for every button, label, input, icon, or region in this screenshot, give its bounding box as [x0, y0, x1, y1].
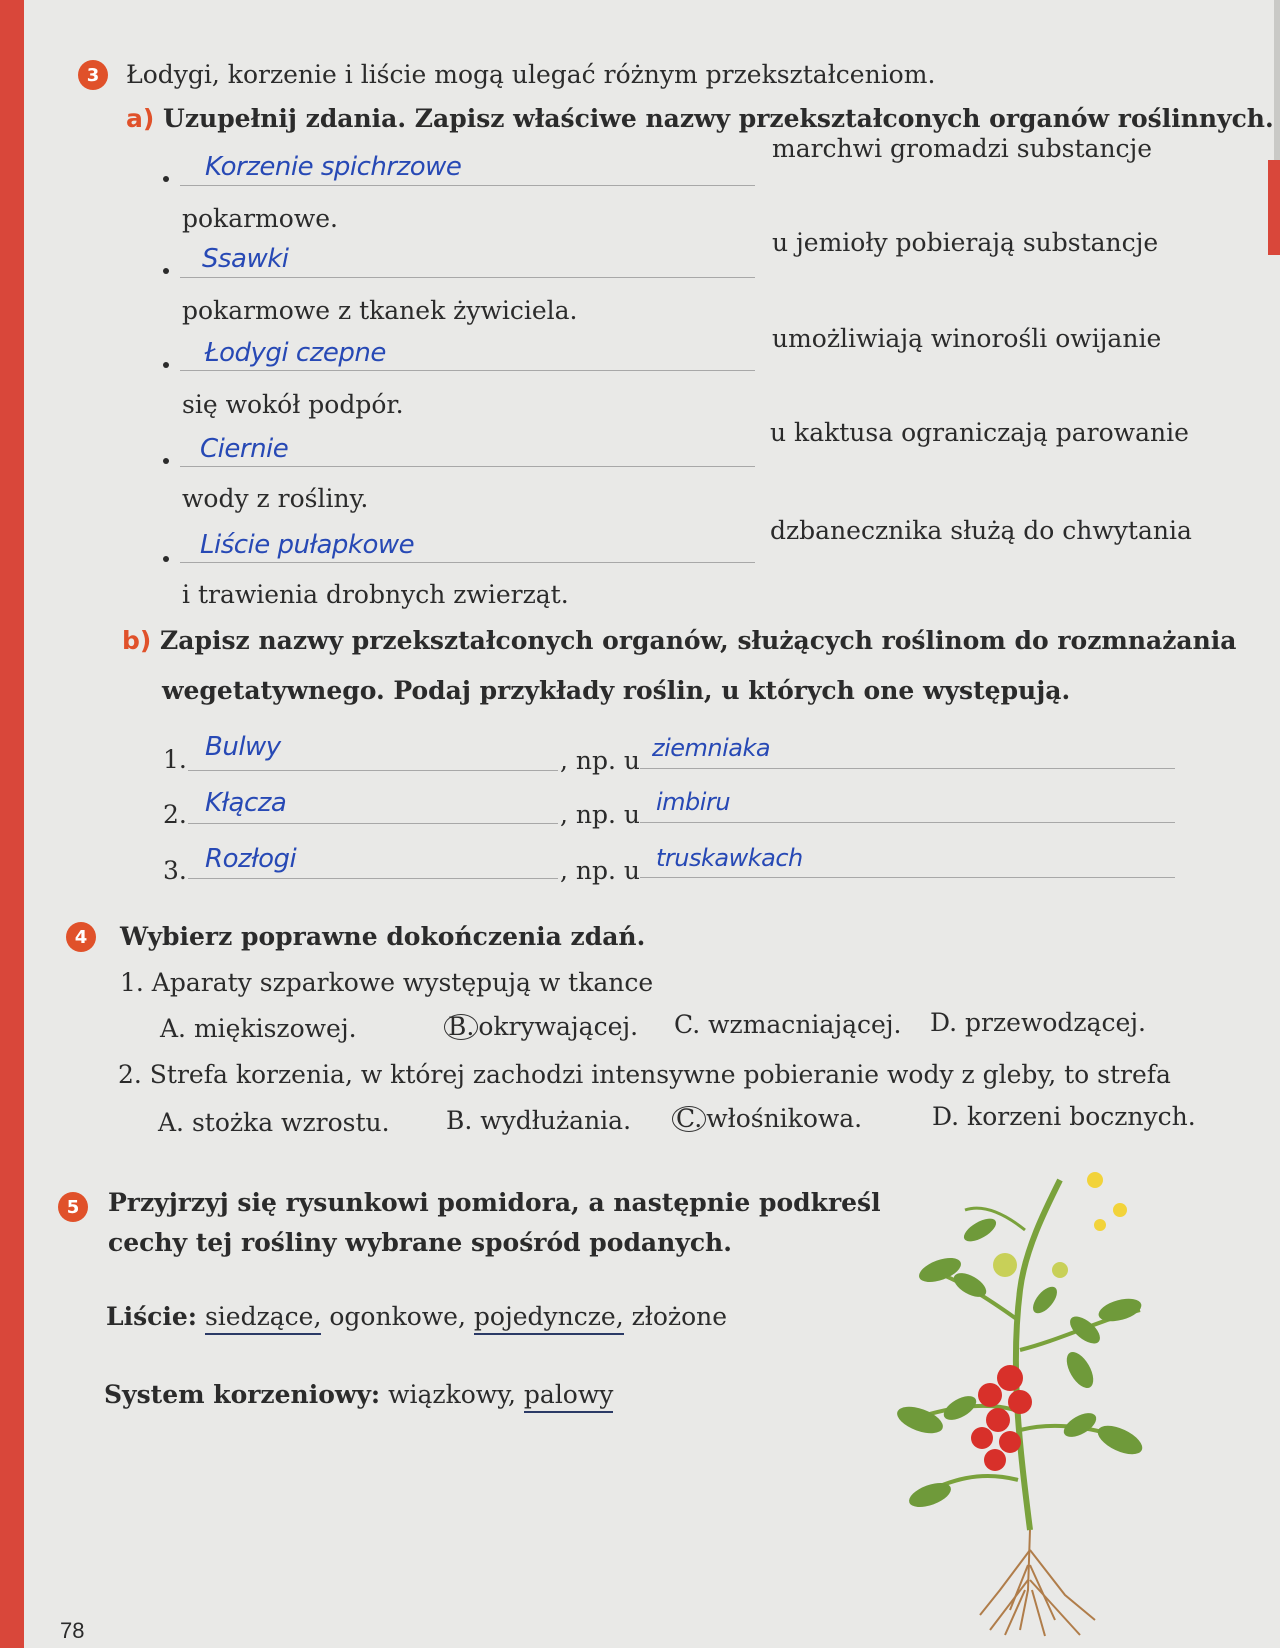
b-item-2-number: 2. [163, 800, 187, 829]
answer-3-line [180, 370, 755, 371]
subpoint-a-label: a) [126, 104, 155, 133]
exercise-3b-instruction-1 [122, 626, 1237, 655]
sentence-4-rest: u kaktusa ograniczają parowanie [770, 418, 1189, 447]
exercise-3a-instruction [126, 104, 1274, 133]
exercise-3b-instruction-2: wegetatywnego. Podaj przykłady roślin, u których one występują. [162, 676, 1071, 705]
b-item-1-np: , np. u [560, 746, 640, 775]
b-item-3-plant-line [640, 877, 1175, 878]
exercise-4-badge: 4 [66, 922, 96, 952]
exercise-3-title: Łodygi, korzenie i liście mogą ulegać różnym przekształceniom. [126, 60, 936, 89]
answer-2-handwritten[interactable]: Ssawki [202, 244, 289, 274]
b-item-1-plant-line [640, 768, 1175, 769]
b-item-2-organ-line [188, 823, 558, 824]
question-1-text: 1. Aparaty szparkowe występują w tkance [120, 968, 654, 997]
answer-5-handwritten[interactable]: Liście pułapkowe [200, 530, 415, 560]
tomatoes-green [993, 1253, 1068, 1278]
b-item-1-organ-line [188, 770, 558, 771]
exercise-4-title: Wybierz poprawne dokończenia zdań. [120, 922, 646, 951]
q1-option-b-text: okrywającej. [478, 1012, 639, 1041]
answer-2-line [180, 277, 755, 278]
sentence-1-rest: marchwi gromadzi substancje [772, 134, 1153, 163]
sentence-1-cont: pokarmowe. [182, 204, 338, 233]
b-item-3-organ-handwritten[interactable]: Rozłogi [205, 844, 297, 874]
root-label: System korzeniowy: [104, 1380, 381, 1409]
exercise-3-badge: 3 [78, 60, 108, 90]
q2-option-c-circled-letter: C. [672, 1106, 706, 1132]
sentence-4-cont: wody z rośliny. [182, 484, 369, 513]
exercise-5-badge: 5 [58, 1192, 88, 1222]
leaves-option-petiolate[interactable]: ogonkowe, [329, 1302, 466, 1331]
q2-option-c[interactable] [672, 1104, 862, 1133]
exercise-5-title-1: Przyjrzyj się rysunkowi pomidora, a następnie podkreśl [108, 1188, 881, 1217]
sentence-2-rest: u jemioły pobierają substancje [772, 228, 1159, 257]
b-item-3-np: , np. u [560, 856, 640, 885]
page-edge-tab [1268, 160, 1280, 255]
answer-1-line [180, 185, 755, 186]
b-item-2-plant-line [640, 822, 1175, 823]
b-item-3-organ-line [188, 878, 558, 879]
b-item-2-np: , np. u [560, 800, 640, 829]
bullet-1 [163, 176, 169, 182]
bullet-3 [163, 362, 169, 368]
bullet-5 [163, 556, 169, 562]
leaves-option-simple[interactable]: pojedyncze, [474, 1302, 624, 1335]
b-item-1-number: 1. [163, 745, 187, 774]
bullet-2 [163, 268, 169, 274]
leaves-label: Liście: [106, 1302, 198, 1331]
q2-option-c-text: włośnikowa. [706, 1104, 863, 1133]
answer-3-handwritten[interactable]: Łodygi czepne [205, 338, 386, 368]
root-option-tap[interactable]: palowy [524, 1380, 613, 1413]
b-item-2-organ-handwritten[interactable]: Kłącza [205, 788, 287, 818]
q2-option-a[interactable]: A. stożka wzrostu. [158, 1108, 390, 1137]
q2-option-d[interactable]: D. korzeni bocznych. [932, 1102, 1196, 1131]
b-item-3-number: 3. [163, 856, 187, 885]
tomato-plant-illustration [870, 1170, 1180, 1640]
sentence-3-cont: się wokół podpór. [182, 390, 404, 419]
sentence-5-cont: i trawienia drobnych zwierząt. [182, 580, 569, 609]
q1-option-d[interactable]: D. przewodzącej. [930, 1008, 1146, 1037]
subpoint-b-label: b) [122, 626, 152, 655]
answer-4-handwritten[interactable]: Ciernie [200, 434, 289, 464]
answer-5-line [180, 562, 755, 563]
exercise-5-title-2: cechy tej rośliny wybrane spośród podanych. [108, 1228, 732, 1257]
bullet-4 [163, 458, 169, 464]
leaves-option-compound[interactable]: złożone [631, 1302, 728, 1331]
flowers [1087, 1172, 1127, 1231]
answer-1-handwritten[interactable]: Korzenie spichrzowe [205, 152, 462, 182]
page-edge-red [0, 0, 24, 1648]
root-option-fibrous[interactable]: wiązkowy, [388, 1380, 516, 1409]
root-row [104, 1380, 613, 1409]
root-system [980, 1530, 1095, 1636]
answer-4-line [180, 466, 755, 467]
q1-option-b[interactable] [444, 1012, 638, 1041]
stem [1016, 1180, 1060, 1530]
question-2-text: 2. Strefa korzenia, w której zachodzi intensywne pobieranie wody z gleby, to strefa [118, 1060, 1171, 1089]
subpoint-a-text: Uzupełnij zdania. Zapisz właściwe nazwy przekształconych organów roślinnych. [163, 104, 1274, 133]
leaves-option-sitting[interactable]: siedzące, [205, 1302, 321, 1335]
b-item-1-organ-handwritten[interactable]: Bulwy [205, 732, 281, 762]
sentence-2-cont: pokarmowe z tkanek żywiciela. [182, 296, 578, 325]
q1-option-b-circled-letter: B. [444, 1014, 478, 1040]
b-item-1-plant-handwritten[interactable]: ziemniaka [652, 734, 771, 762]
b-item-3-plant-handwritten[interactable]: truskawkach [656, 844, 803, 872]
page-edge-gray [1274, 0, 1280, 160]
leaves-row [106, 1302, 727, 1331]
b-item-2-plant-handwritten[interactable]: imbiru [656, 788, 731, 816]
q1-option-a[interactable]: A. miękiszowej. [160, 1014, 357, 1043]
q2-option-b[interactable]: B. wydłużania. [446, 1106, 632, 1135]
sentence-3-rest: umożliwiają winorośli owijanie [772, 324, 1162, 353]
sentence-5-rest: dzbanecznika służą do chwytania [770, 516, 1192, 545]
page-number: 78 [60, 1618, 85, 1643]
q1-option-c[interactable]: C. wzmacniającej. [674, 1010, 902, 1039]
subpoint-b-text-1: Zapisz nazwy przekształconych organów, służących roślinom do rozmnażania [160, 626, 1237, 655]
